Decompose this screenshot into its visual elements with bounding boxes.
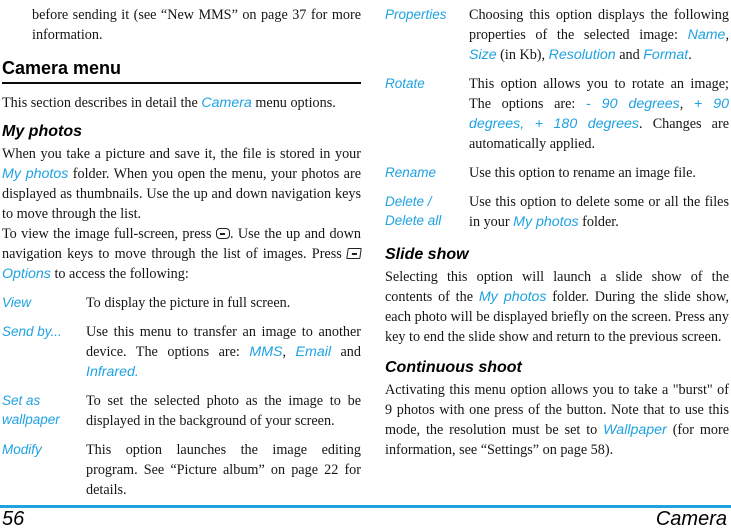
option-term: Properties [385, 7, 447, 22]
text-run: , [725, 27, 729, 43]
option-row [2, 293, 361, 313]
text-run: (in Kb), [496, 47, 549, 63]
text-run: Use this menu to transfer an image to another device. The options are: [86, 324, 361, 360]
options-list-right [385, 5, 729, 232]
continuous-shoot-paragraph [385, 380, 729, 460]
menu-term: - 90 degrees [585, 96, 680, 112]
option-description [469, 5, 729, 65]
menu-term: Wallpaper [603, 422, 667, 438]
footer-chapter-title: Camera [655, 508, 727, 529]
option-description [469, 74, 729, 154]
text-run: before sending it (see “New MMS” on page 37 for more information. [32, 7, 361, 43]
text-run: menu options. [251, 95, 336, 111]
my-photos-paragraph-2 [2, 224, 361, 284]
option-description [86, 440, 361, 500]
page-number: 56 [2, 508, 25, 529]
option-description [86, 293, 361, 313]
ok-key-icon [216, 228, 230, 239]
text-run: to access the following: [50, 266, 189, 282]
text-run: . [688, 47, 692, 63]
text-run: This section describes in detail the [2, 95, 202, 111]
text-run: To view the image full-screen, press [2, 226, 216, 242]
section-title-rule [2, 82, 361, 84]
option-term: View [2, 295, 32, 310]
slide-show-paragraph [385, 267, 729, 347]
text-run: To set the selected photo as the image to be displayed in the background of your screen. [86, 393, 361, 429]
menu-term: MMS [249, 344, 283, 360]
section-title: Camera menu [2, 58, 122, 78]
text-run: , [679, 96, 694, 112]
text-run: Selecting this option will launch a slide show of the contents of the [385, 269, 729, 305]
text-run: folder. When you open the menu, your photos are displayed as thumbnails. Use the up and down navigation keys to move through the list. [2, 166, 362, 222]
softkey-icon [346, 248, 362, 259]
menu-term: Size [469, 47, 497, 63]
option-row [2, 440, 361, 500]
text-run: folder. During the slide show, each photo will be displayed briefly on the screen. Press any key to end the slide show and return to the previous screen. [385, 289, 730, 345]
menu-term: Camera [201, 95, 252, 111]
menu-term: Name [687, 27, 726, 43]
right-column [385, 5, 729, 460]
menu-term: Email [295, 344, 332, 360]
menu-term: My photos [2, 166, 69, 182]
option-row [385, 163, 729, 183]
option-description [469, 163, 729, 183]
options-list-left [2, 293, 361, 500]
menu-term: Options [2, 266, 51, 282]
menu-term: My photos [513, 214, 579, 230]
option-description [469, 192, 729, 232]
text-run: Choosing this option displays the following properties of the selected image: [469, 7, 729, 43]
my-photos-paragraph-1 [2, 144, 361, 224]
text-run: folder. [578, 214, 619, 230]
footer-rule [0, 505, 731, 508]
option-term: Delete / Delete all [385, 194, 442, 228]
text-run: (for more information, see “Settings” on page 58). [385, 422, 729, 458]
menu-term: My photos [478, 289, 547, 305]
option-row [385, 74, 729, 154]
menu-term: + 90 degrees, + 180 degrees [469, 96, 729, 132]
text-run: Use this option to delete some or all the files in your [469, 194, 729, 230]
text-run: When you take a picture and save it, the file is stored in your [2, 146, 361, 162]
option-term: Set as wallpaper [2, 393, 60, 427]
option-row [385, 5, 729, 65]
text-run: This option allows you to rotate an image; The options are: [469, 76, 729, 112]
option-row [2, 322, 361, 382]
subsection-my-photos-title: My photos [2, 123, 82, 140]
option-term: Send by... [2, 324, 62, 339]
section-intro [2, 93, 361, 113]
text-run: and [615, 47, 644, 63]
text-run: Activating this menu option allows you to take a "burst" of 9 photos with one press of the button. Note that to use this mode, the resolution must be set to [385, 382, 729, 438]
option-description [86, 391, 361, 431]
subsection-continuous-shoot-title: Continuous shoot [385, 359, 522, 376]
option-row [385, 192, 729, 232]
option-term: Modify [2, 442, 42, 457]
text-run: . Use the up and down navigation keys to move through the list of images. Press [2, 226, 361, 262]
text-run: Use this option to rename an image file. [469, 165, 696, 181]
option-row [2, 391, 361, 431]
text-run: , [282, 344, 296, 360]
option-term: Rename [385, 165, 437, 180]
subsection-slide-show-title: Slide show [385, 246, 469, 263]
text-run: To display the picture in full screen. [86, 295, 291, 311]
text-run: This option launches the image editing program. See “Picture album” on page 22 for details. [86, 442, 361, 498]
continuation-paragraph [2, 5, 361, 45]
text-run: . Changes are automatically applied. [469, 116, 729, 152]
option-term: Rotate [385, 76, 425, 91]
text-run: and [331, 344, 361, 360]
menu-term: Format [643, 47, 689, 63]
menu-term: Resolution [548, 47, 616, 63]
option-description [86, 322, 361, 382]
left-column [2, 5, 361, 500]
menu-term: Infrared. [86, 364, 139, 380]
